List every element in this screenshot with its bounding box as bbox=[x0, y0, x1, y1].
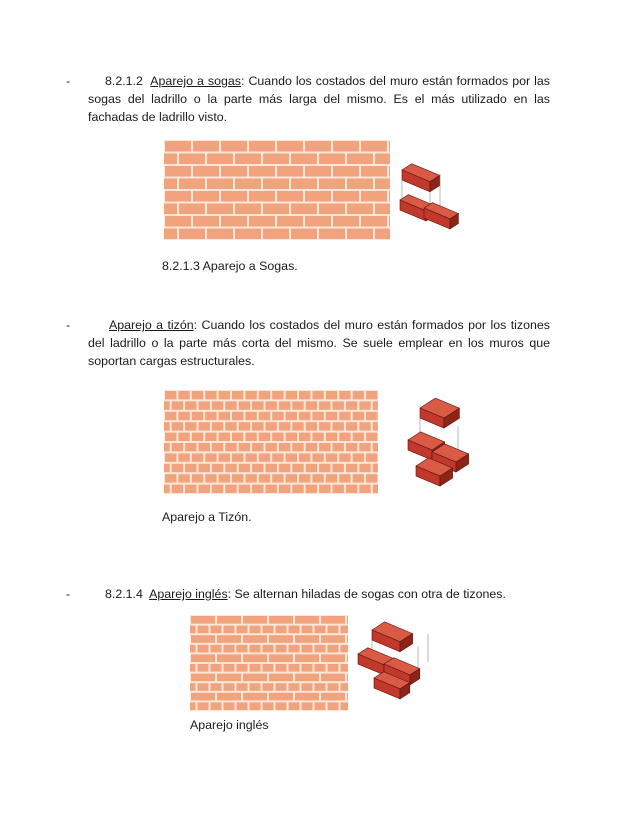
list-bullet: - bbox=[66, 318, 71, 332]
section-number: 8.2.1.2 bbox=[105, 74, 143, 88]
paragraph-sogas bbox=[88, 72, 550, 126]
header-bond-wall-image bbox=[164, 390, 378, 494]
term-heading: Aparejo a tizón bbox=[109, 318, 194, 332]
header-bond-isometric-image bbox=[398, 396, 482, 492]
paragraph-text: : Cuando los costados del muro están formados por los tizones del ladrillo o la parte más corta del mismo. Se suele emplear en los muros que soportan cargas estructurales. bbox=[88, 318, 550, 368]
figure-caption: Aparejo inglés bbox=[190, 718, 269, 732]
figure-caption: 8.2.1.3 Aparejo a Sogas. bbox=[162, 259, 298, 273]
stretcher-bond-wall-image bbox=[164, 140, 390, 240]
english-bond-wall-image bbox=[190, 615, 348, 711]
list-bullet: - bbox=[66, 587, 71, 601]
paragraph-text: : Se alternan hiladas de sogas con otra de tizones. bbox=[227, 587, 506, 601]
english-bond-isometric-image bbox=[354, 612, 442, 700]
term-heading: Aparejo inglés bbox=[149, 587, 228, 601]
paragraph-tizon bbox=[88, 316, 550, 370]
figure-caption: Aparejo a Tizón. bbox=[162, 510, 252, 524]
paragraph-ingles bbox=[88, 585, 550, 603]
paragraph-text: : Cuando los costados del muro están formados por las sogas del ladrillo o la parte más larga del mismo. Es el más utilizado en las fachadas de ladrillo visto. bbox=[88, 74, 550, 124]
stretcher-bond-isometric-image bbox=[394, 150, 474, 230]
term-heading: Aparejo a sogas bbox=[150, 74, 241, 88]
list-bullet: - bbox=[66, 74, 71, 88]
section-number: 8.2.1.4 bbox=[105, 587, 143, 601]
